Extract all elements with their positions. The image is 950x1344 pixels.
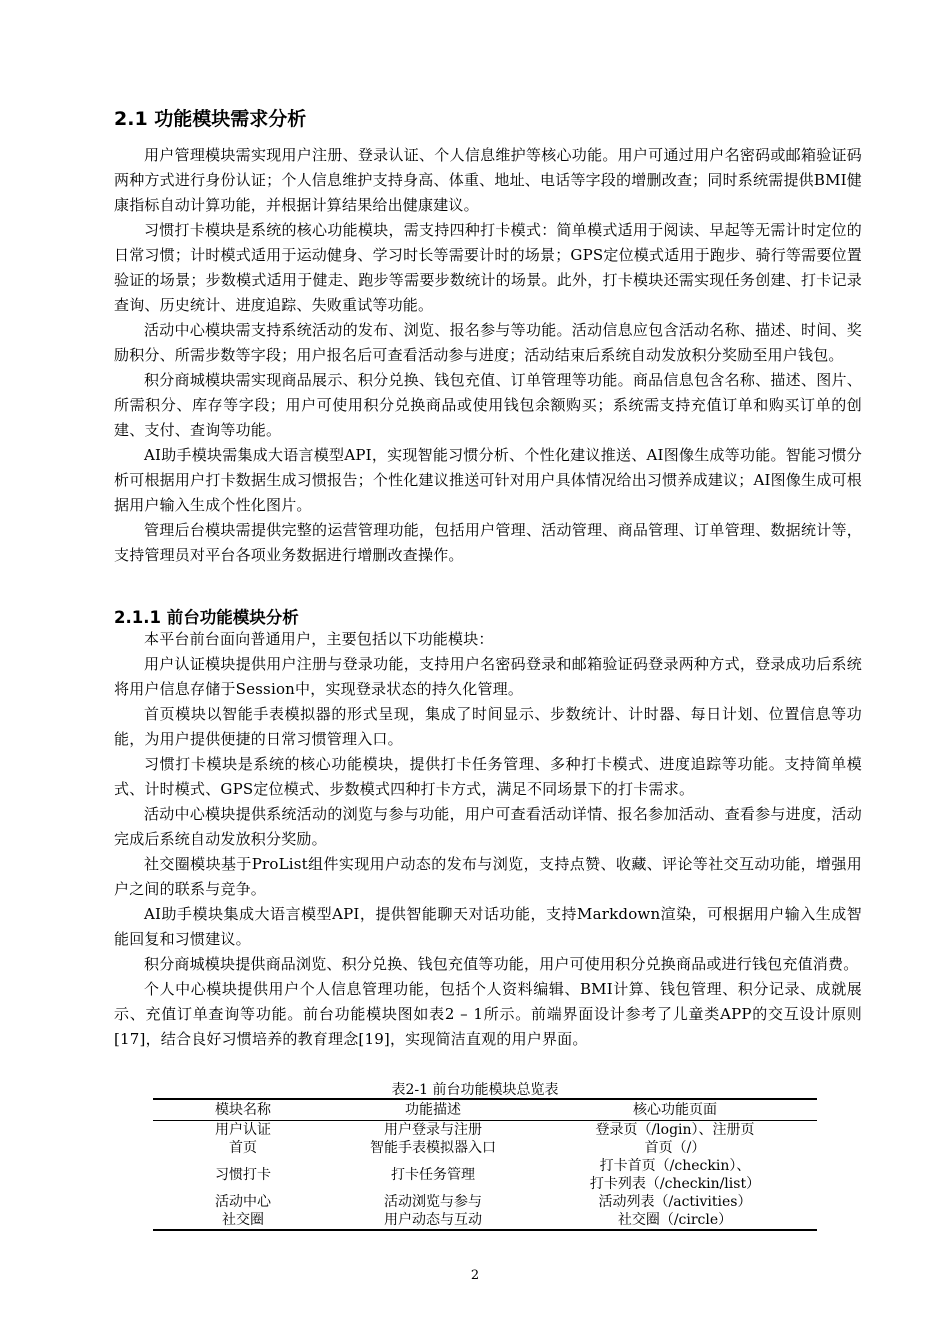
table-cell: 社交圈（/circle） xyxy=(533,1211,817,1230)
subsection-body xyxy=(114,627,862,1052)
table-cell: 首页（/） xyxy=(644,1140,706,1156)
table-caption: 表2-1 前台功能模块总览表 xyxy=(391,1082,559,1098)
table-row xyxy=(153,1121,817,1140)
table-cell: 社交圈 xyxy=(153,1211,333,1230)
table-cell: 活动中心 xyxy=(215,1194,271,1210)
paragraph: 社交圈模块基于ProList组件实现用户动态的发布与浏览，支持点赞、收藏、评论等社交互动功能，增强用户之间的联系与竞争。 xyxy=(114,855,862,898)
paragraph: 用户认证模块提供用户注册与登录功能，支持用户名密码登录和邮箱验证码登录两种方式，登录成功后系统将用户信息存储于Session中，实现登录状态的持久化管理。 xyxy=(114,655,862,698)
table-row xyxy=(153,1193,817,1211)
table-cell: 智能手表模拟器入口 xyxy=(370,1140,496,1156)
section-heading: 2.1 功能模块需求分析 xyxy=(114,108,307,130)
paragraph: 习惯打卡模块是系统的核心功能模块，提供打卡任务管理、多种打卡模式、进度追踪等功能。支持简单模式、计时模式、GPS定位模式、步数模式四种打卡方式，满足不同场景下的打卡需求。 xyxy=(114,755,862,798)
table-header-row xyxy=(153,1099,817,1121)
table-cell: 用户动态与互动 xyxy=(333,1211,533,1230)
section-body xyxy=(114,143,862,568)
table-cell: 打卡首页（/checkin）、 打卡列表（/checkin/list） xyxy=(589,1158,761,1192)
paragraph: 用户管理模块需实现用户注册、登录认证、个人信息维护等核心功能。用户可通过用户名密码或邮箱验证码两种方式进行身份认证；个人信息维护支持身高、体重、地址、电话等字段的增删改查；同时系统需提供BMI健康指标自动计算功能，并根据计算结果给出健康建议。 xyxy=(114,146,862,214)
paragraph: 习惯打卡模块是系统的核心功能模块，需支持四种打卡模式：简单模式适用于阅读、早起等无需计时定位的日常习惯；计时模式适用于运动健身、学习时长等需要计时的场景；GPS定位模式适用于跑步、骑行等需要位置验证的场景；步数模式适用于健走、跑步等需要步数统计的场景。此外，打卡模块还需实现任务创建、打卡记录查询、历史统计、进度追踪、失败重试等功能。 xyxy=(114,221,862,314)
paragraph: AI助手模块需集成大语言模型API，实现智能习惯分析、个性化建议推送、AI图像生成等功能。智能习惯分析可根据用户打卡数据生成习惯报告；个性化建议推送可针对用户具体情况给出习惯养成建议；AI图像生成可根据用户输入生成个性化图片。 xyxy=(114,446,862,514)
table-cell: 打卡任务管理 xyxy=(391,1167,475,1183)
paragraph: 管理后台模块需提供完整的运营管理功能，包括用户管理、活动管理、商品管理、订单管理、数据统计等，支持管理员对平台各项业务数据进行增删改查操作。 xyxy=(114,521,862,564)
table-cell: 用户登录与注册 xyxy=(384,1122,482,1138)
table-cell: 用户认证 xyxy=(215,1122,271,1138)
column-header: 功能描述 xyxy=(333,1099,533,1121)
table-cell: 登录页（/login）、注册页 xyxy=(595,1122,755,1138)
column-header: 模块名称 xyxy=(153,1099,333,1121)
page-number: 2 xyxy=(470,1268,480,1283)
table-row xyxy=(153,1211,817,1230)
paragraph: AI助手模块集成大语言模型API，提供智能聊天对话功能，支持Markdown渲染，可根据用户输入生成智能回复和习惯建议。 xyxy=(114,905,862,948)
paragraph: 积分商城模块需实现商品展示、积分兑换、钱包充值、订单管理等功能。商品信息包含名称、描述、图片、所需积分、库存等字段；用户可使用积分兑换商品或使用钱包余额购买；系统需支持充值订单和购买订单的创建、支付、查询等功能。 xyxy=(114,371,862,439)
subsection-heading: 2.1.1 前台功能模块分析 xyxy=(114,608,299,627)
module-overview-table xyxy=(153,1098,817,1231)
table-cell: 活动列表（/activities） xyxy=(598,1194,752,1210)
table-cell: 活动浏览与参与 xyxy=(384,1194,482,1210)
table-row xyxy=(153,1139,817,1157)
paragraph: 首页模块以智能手表模拟器的形式呈现，集成了时间显示、步数统计、计时器、每日计划、位置信息等功能，为用户提供便捷的日常习惯管理入口。 xyxy=(114,705,862,748)
paragraph: 积分商城模块提供商品浏览、积分兑换、钱包充值等功能，用户可使用积分兑换商品或进行钱包充值消费。 xyxy=(144,955,859,973)
column-header: 核心功能页面 xyxy=(533,1099,817,1121)
paragraph: 活动中心模块提供系统活动的浏览与参与功能，用户可查看活动详情、报名参加活动、查看参与进度，活动完成后系统自动发放积分奖励。 xyxy=(114,805,862,848)
table-row xyxy=(153,1157,817,1193)
paragraph: 个人中心模块提供用户个人信息管理功能，包括个人资料编辑、BMI计算、钱包管理、积分记录、成就展示、充值订单查询等功能。前台功能模块图如表2 – 1所示。前端界面设计参考了儿童类APP的交互设计原则[17]，结合良好习惯培养的教育理念[19]，实现简洁直观的用户界面。 xyxy=(114,980,862,1048)
paragraph: 活动中心模块需支持系统活动的发布、浏览、报名参与等功能。活动信息应包含活动名称、描述、时间、奖励积分、所需步数等字段；用户报名后可查看活动参与进度；活动结束后系统自动发放积分奖励至用户钱包。 xyxy=(114,321,862,364)
paragraph: 本平台前台面向普通用户，主要包括以下功能模块： xyxy=(144,630,494,648)
table-cell: 首页 xyxy=(229,1140,257,1156)
table-cell: 习惯打卡 xyxy=(215,1167,271,1183)
